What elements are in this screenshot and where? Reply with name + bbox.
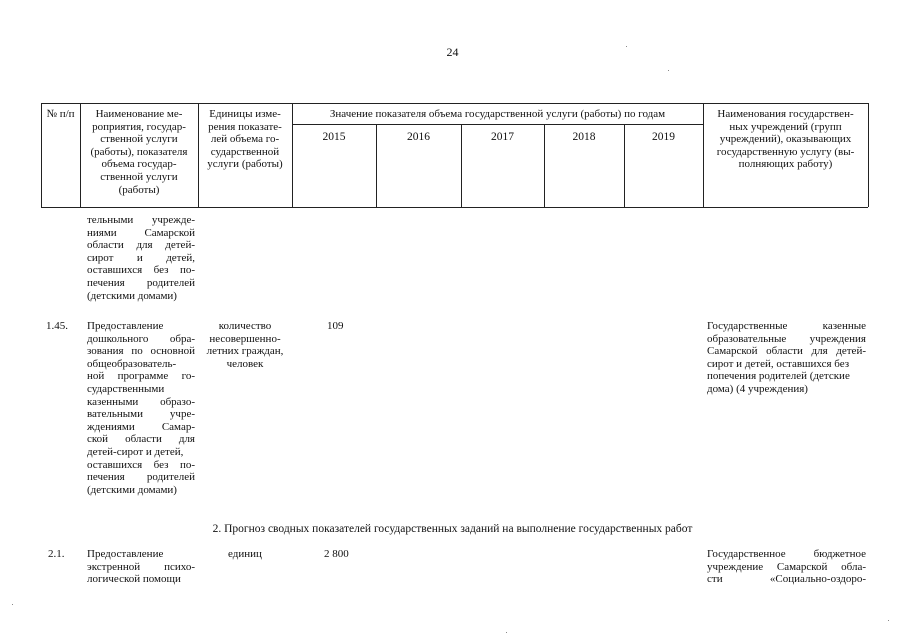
section-title: 2. Прогноз сводных показателей государственных заданий на выполнение государственных работ <box>212 523 693 535</box>
header-year-2019: 2019 <box>652 131 675 143</box>
header-col-institutions: Наименования государствен- ных учреждений (групп учреждений), оказывающих государственную услугу (вы- полняющих работу) <box>716 108 855 171</box>
header-col-num: № п/п <box>46 108 75 120</box>
scan-speck <box>668 70 669 71</box>
page-number: 24 <box>446 45 459 59</box>
row-value-2015: 2 800 <box>324 548 349 560</box>
scan-speck <box>888 620 889 621</box>
header-col-values-title: Значение показателя объема государственной услуги (работы) по годам <box>329 108 666 120</box>
header-year-2017: 2017 <box>491 131 514 143</box>
row-institutions: Государственное бюджетное учреждение Самарской обла- сти «Социально-оздоро- <box>707 548 866 586</box>
row-name: Предоставление экстренной психо- логической помощи <box>87 548 195 586</box>
scan-speck <box>506 632 507 633</box>
header-year-2018: 2018 <box>572 131 596 143</box>
header-year-2015: 2015 <box>322 131 346 143</box>
scan-speck <box>626 46 627 47</box>
row-name: Предоставление дошкольного обра- зования по основной общеобразователь- ной программе го- сударственными казенными образо- вательными учре- ждениями Самар- ской области для детей-сирот и детей, оставшихся без по- печения родителей (детскими домами) <box>87 320 195 496</box>
row-institutions: Государственные казенные образовательные учреждения Самарской области для детей- сирот и детей, оставшихся без попечения родителей (детские дома) (4 учреждения) <box>707 320 866 395</box>
header-col-name: Наименование ме- роприятия, государ- ственной услуги (работы), показателя объема государ- ственной услуги (работы) <box>90 108 188 196</box>
scan-speck <box>12 604 13 605</box>
continuation-name: тельными учрежде- ниями Самарской области для детей- сирот и детей, оставшихся без по- печения родителей (детскими домами) <box>87 214 195 302</box>
row-unit: количество несовершенно- летних граждан, человек <box>206 320 284 370</box>
header-year-2016: 2016 <box>407 131 430 143</box>
row-value-2015: 109 <box>327 320 344 332</box>
row-number: 2.1. <box>48 548 65 560</box>
header-col-units: Единицы изме- рения показате- лей объема го- сударственной услуги (работы) <box>207 108 283 171</box>
row-number: 1.45. <box>46 320 68 332</box>
row-unit: единиц <box>228 548 262 560</box>
